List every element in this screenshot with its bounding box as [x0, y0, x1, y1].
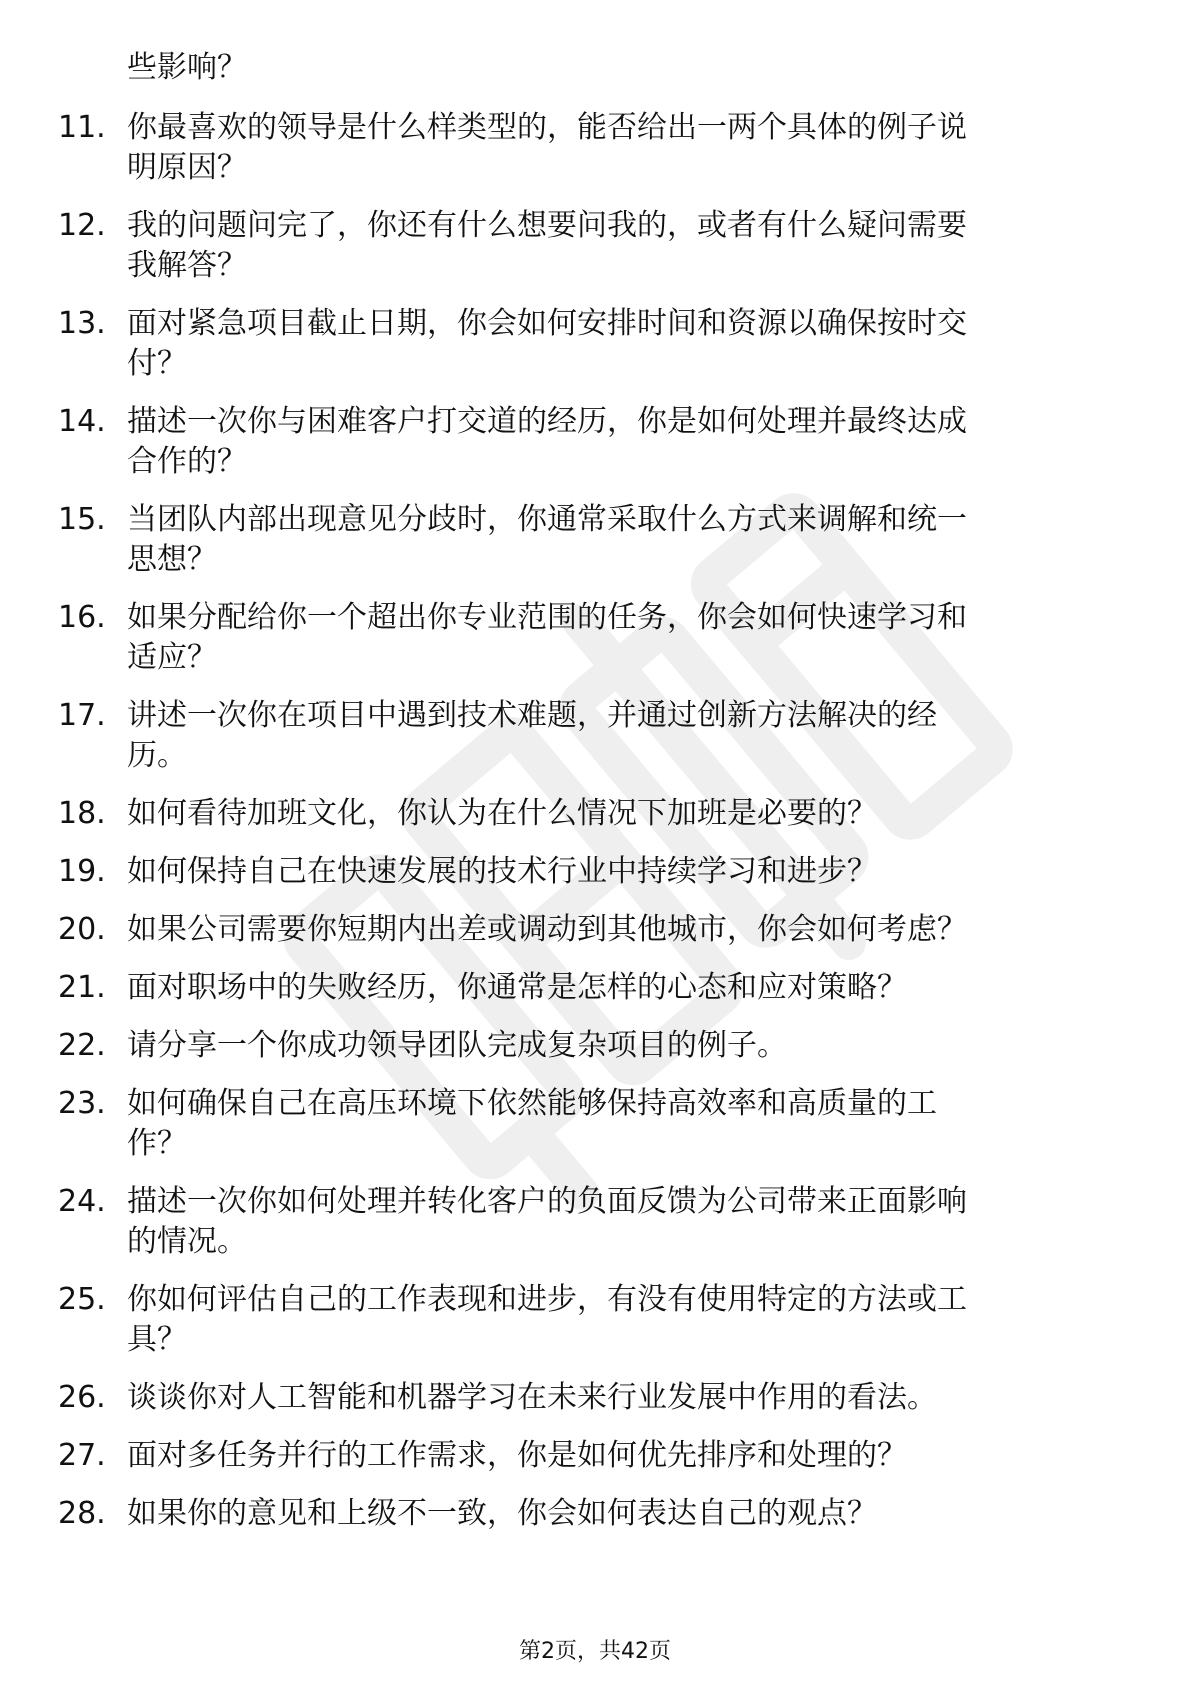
question-number: 28.	[58, 1496, 106, 1531]
question-number: 16.	[58, 600, 106, 635]
question-number: 20.	[58, 912, 106, 947]
question-number: 11.	[58, 110, 106, 145]
question-number: 17.	[58, 698, 106, 733]
question-text: 描述一次你如何处理并转化客户的负面反馈为公司带来正面影响 的情况。	[127, 1184, 967, 1259]
question-number: 24.	[58, 1184, 106, 1219]
question-number: 22.	[58, 1028, 106, 1063]
question-text: 讲述一次你在项目中遇到技术难题，并通过创新方法解决的经 历。	[127, 698, 937, 773]
question-number: 13.	[58, 306, 106, 341]
question-text: 谈谈你对人工智能和机器学习在未来行业发展中作用的看法。	[127, 1380, 937, 1415]
question-number: 21.	[58, 970, 106, 1005]
question-text: 面对多任务并行的工作需求，你是如何优先排序和处理的？	[127, 1438, 907, 1473]
question-number: 15.	[58, 502, 106, 537]
question-text: 请分享一个你成功领导团队完成复杂项目的例子。	[127, 1028, 787, 1063]
question-text: 面对职场中的失败经历，你通常是怎样的心态和应对策略？	[127, 970, 907, 1005]
question-text: 你如何评估自己的工作表现和进步，有没有使用特定的方法或工 具？	[127, 1282, 967, 1357]
question-number: 18.	[58, 796, 106, 831]
question-text: 如果公司需要你短期内出差或调动到其他城市，你会如何考虑？	[127, 912, 967, 947]
question-text: 如何看待加班文化，你认为在什么情况下加班是必要的？	[127, 796, 877, 831]
question-number: 23.	[58, 1086, 106, 1121]
question-text: 你最喜欢的领导是什么样类型的，能否给出一两个具体的例子说 明原因？	[127, 110, 967, 185]
question-number: 25.	[58, 1282, 106, 1317]
question-text: 面对紧急项目截止日期，你会如何安排时间和资源以确保按时交 付？	[127, 306, 967, 381]
question-text: 如何确保自己在高压环境下依然能够保持高效率和高质量的工 作？	[127, 1086, 937, 1161]
question-text: 如何保持自己在快速发展的技术行业中持续学习和进步？	[127, 854, 877, 889]
question-number: 19.	[58, 854, 106, 889]
question-number: 14.	[58, 404, 106, 439]
question-number: 27.	[58, 1438, 106, 1473]
question-text: 如果分配给你一个超出你专业范围的任务，你会如何快速学习和 适应？	[127, 600, 967, 675]
question-text: 如果你的意见和上级不一致，你会如何表达自己的观点？	[127, 1496, 877, 1531]
question-text: 我的问题问完了，你还有什么想要问我的，或者有什么疑问需要 我解答？	[127, 208, 967, 283]
question-text: 描述一次你与困难客户打交道的经历，你是如何处理并最终达成 合作的？	[127, 404, 967, 479]
question-text: 当团队内部出现意见分歧时，你通常采取什么方式来调解和统一 思想？	[127, 502, 967, 577]
continuation-text: 些影响？	[127, 50, 247, 85]
question-number: 12.	[58, 208, 106, 243]
page-footer: 第2页，共42页	[519, 1639, 671, 1664]
question-number: 26.	[58, 1380, 106, 1415]
